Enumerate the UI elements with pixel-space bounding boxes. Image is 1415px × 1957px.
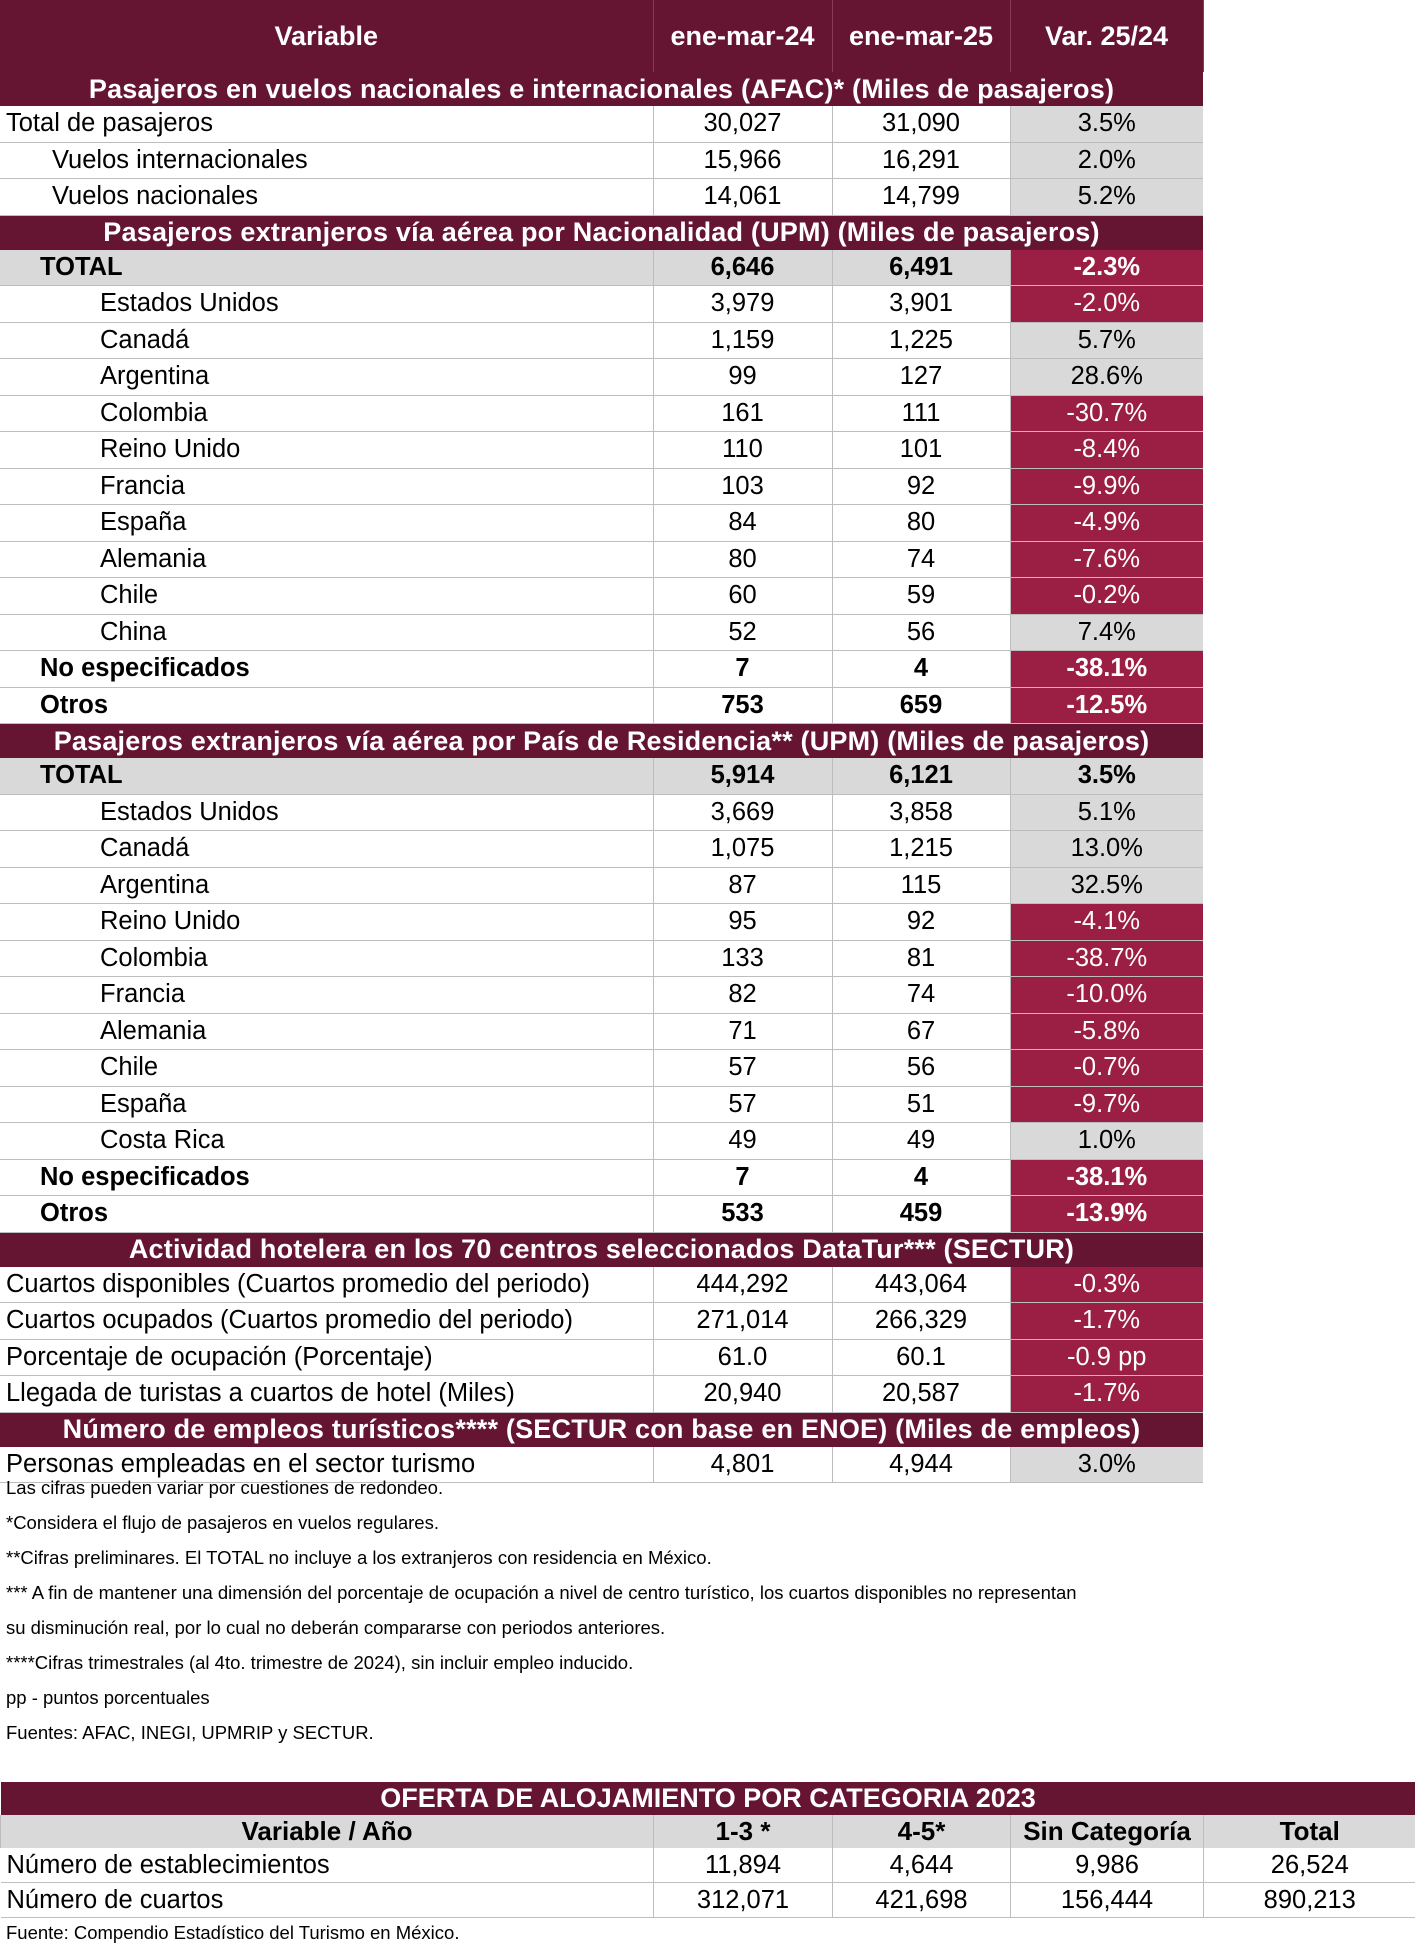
lodging-header-4-5: 4-5* — [833, 1815, 1011, 1848]
value-ene-mar-24: 84 — [653, 505, 832, 542]
value-ene-mar-25: 3,858 — [832, 794, 1010, 831]
row-label: España — [0, 1086, 653, 1123]
section-header-row — [0, 72, 1203, 106]
value-ene-mar-25: 4 — [832, 651, 1010, 688]
table-row — [0, 1050, 1203, 1087]
table-row — [0, 322, 1203, 359]
row-label: Francia — [0, 977, 653, 1014]
footnote-line: ****Cifras trimestrales (al 4to. trimestre de 2024), sin incluir empleo inducido. — [6, 1652, 634, 1673]
lodging-header-variable: Variable / Año — [1, 1815, 654, 1848]
table-row — [0, 758, 1203, 794]
table-row — [0, 1303, 1203, 1340]
variation-cell: 3.5% — [1010, 758, 1203, 794]
lodging-cell: 4,644 — [833, 1848, 1011, 1883]
table-row — [0, 1086, 1203, 1123]
value-ene-mar-25: 16,291 — [832, 142, 1010, 179]
value-ene-mar-25: 4,944 — [832, 1447, 1010, 1483]
value-ene-mar-24: 533 — [653, 1196, 832, 1233]
row-label: Colombia — [0, 395, 653, 432]
table-row — [0, 395, 1203, 432]
value-ene-mar-24: 5,914 — [653, 758, 832, 794]
value-ene-mar-24: 14,061 — [653, 179, 832, 216]
table-row — [0, 1123, 1203, 1160]
table-row — [0, 1013, 1203, 1050]
value-ene-mar-24: 80 — [653, 541, 832, 578]
variation-cell: -0.2% — [1010, 578, 1203, 615]
variation-cell: 5.1% — [1010, 794, 1203, 831]
lodging-title-row — [1, 1782, 1415, 1815]
value-ene-mar-25: 60.1 — [832, 1339, 1010, 1376]
lodging-cell: 312,071 — [654, 1883, 833, 1918]
footnote-line: *Considera el flujo de pasajeros en vuelos regulares. — [6, 1512, 439, 1533]
variation-cell: -0.3% — [1010, 1267, 1203, 1303]
value-ene-mar-25: 4 — [832, 1159, 1010, 1196]
row-label: Canadá — [0, 831, 653, 868]
section-header-row — [0, 1412, 1203, 1447]
value-ene-mar-24: 49 — [653, 1123, 832, 1160]
value-ene-mar-25: 115 — [832, 867, 1010, 904]
variation-cell: -9.9% — [1010, 468, 1203, 505]
value-ene-mar-24: 6,646 — [653, 250, 832, 286]
row-label: Vuelos nacionales — [0, 179, 653, 216]
row-label: Total de pasajeros — [0, 106, 653, 142]
header-ene-mar-25: ene-mar-25 — [832, 0, 1010, 72]
lodging-cell: 156,444 — [1011, 1883, 1204, 1918]
value-ene-mar-25: 20,587 — [832, 1376, 1010, 1413]
value-ene-mar-25: 74 — [832, 977, 1010, 1014]
value-ene-mar-24: 161 — [653, 395, 832, 432]
variation-cell: -12.5% — [1010, 687, 1203, 724]
value-ene-mar-24: 95 — [653, 904, 832, 941]
footnote-line: Las cifras pueden variar por cuestiones de redondeo. — [6, 1477, 444, 1498]
variation-cell: -38.1% — [1010, 1159, 1203, 1196]
value-ene-mar-24: 7 — [653, 651, 832, 688]
lodging-cell: 26,524 — [1204, 1848, 1415, 1883]
value-ene-mar-25: 101 — [832, 432, 1010, 469]
value-ene-mar-25: 92 — [832, 468, 1010, 505]
lodging-offer-table — [0, 1782, 1415, 1918]
table-row — [0, 1267, 1203, 1303]
value-ene-mar-25: 92 — [832, 904, 1010, 941]
footnote-line: su disminución real, por lo cual no deberán compararse con periodos anteriores. — [6, 1617, 666, 1638]
row-label: No especificados — [0, 651, 653, 688]
lodging-header-row — [1, 1815, 1415, 1848]
section-title: Pasajeros extranjeros vía aérea por Nacionalidad (UPM) (Miles de pasajeros) — [0, 215, 1203, 250]
table-row — [0, 142, 1203, 179]
row-label: Llegada de turistas a cuartos de hotel (Miles) — [0, 1376, 653, 1413]
lodging-row-cuartos — [1, 1883, 1415, 1918]
row-label: Vuelos internacionales — [0, 142, 653, 179]
value-ene-mar-24: 52 — [653, 614, 832, 651]
row-label: Costa Rica — [0, 1123, 653, 1160]
row-label: Estados Unidos — [0, 286, 653, 323]
value-ene-mar-25: 80 — [832, 505, 1010, 542]
lodging-row-label: Número de cuartos — [1, 1883, 654, 1918]
value-ene-mar-25: 14,799 — [832, 179, 1010, 216]
table-row — [0, 651, 1203, 688]
variation-cell: -2.3% — [1010, 250, 1203, 286]
value-ene-mar-25: 443,064 — [832, 1267, 1010, 1303]
footnote-line: *** A fin de mantener una dimensión del porcentaje de ocupación a nivel de centro turístico, los cuartos disponibles no representan — [6, 1582, 1077, 1603]
value-ene-mar-24: 3,669 — [653, 794, 832, 831]
value-ene-mar-24: 7 — [653, 1159, 832, 1196]
section-title: Pasajeros extranjeros vía aérea por País de Residencia** (UPM) (Miles de pasajeros) — [0, 724, 1203, 759]
row-label: Porcentaje de ocupación (Porcentaje) — [0, 1339, 653, 1376]
row-label: Reino Unido — [0, 432, 653, 469]
table-row — [0, 831, 1203, 868]
value-ene-mar-24: 61.0 — [653, 1339, 832, 1376]
row-label: Cuartos disponibles (Cuartos promedio del periodo) — [0, 1267, 653, 1303]
variation-cell: -1.7% — [1010, 1303, 1203, 1340]
row-label: Chile — [0, 1050, 653, 1087]
value-ene-mar-25: 3,901 — [832, 286, 1010, 323]
variation-cell: 28.6% — [1010, 359, 1203, 396]
section-title: Pasajeros en vuelos nacionales e internacionales (AFAC)* (Miles de pasajeros) — [0, 72, 1203, 106]
footnote-line: pp - puntos porcentuales — [6, 1687, 210, 1708]
row-label: Canadá — [0, 322, 653, 359]
table-row — [0, 286, 1203, 323]
section-header-row — [0, 724, 1203, 759]
table-row — [0, 179, 1203, 216]
value-ene-mar-24: 20,940 — [653, 1376, 832, 1413]
value-ene-mar-24: 15,966 — [653, 142, 832, 179]
row-label: Chile — [0, 578, 653, 615]
row-label: Argentina — [0, 359, 653, 396]
table-row — [0, 1196, 1203, 1233]
value-ene-mar-25: 6,121 — [832, 758, 1010, 794]
value-ene-mar-25: 1,225 — [832, 322, 1010, 359]
lodging-source: Fuente: Compendio Estadístico del Turismo en México. — [6, 1922, 460, 1943]
lodging-cell: 421,698 — [833, 1883, 1011, 1918]
value-ene-mar-24: 3,979 — [653, 286, 832, 323]
table-row — [0, 904, 1203, 941]
variation-cell: 2.0% — [1010, 142, 1203, 179]
value-ene-mar-24: 30,027 — [653, 106, 832, 142]
value-ene-mar-25: 49 — [832, 1123, 1010, 1160]
row-label: Cuartos ocupados (Cuartos promedio del periodo) — [0, 1303, 653, 1340]
row-label: Alemania — [0, 541, 653, 578]
table-row — [0, 505, 1203, 542]
row-label: No especificados — [0, 1159, 653, 1196]
variation-cell: -38.1% — [1010, 651, 1203, 688]
value-ene-mar-24: 87 — [653, 867, 832, 904]
value-ene-mar-24: 57 — [653, 1086, 832, 1123]
section-title: Actividad hotelera en los 70 centros seleccionados DataTur*** (SECTUR) — [0, 1232, 1203, 1267]
value-ene-mar-24: 753 — [653, 687, 832, 724]
variation-cell: -38.7% — [1010, 940, 1203, 977]
value-ene-mar-25: 56 — [832, 1050, 1010, 1087]
header-ene-mar-24: ene-mar-24 — [653, 0, 832, 72]
value-ene-mar-25: 6,491 — [832, 250, 1010, 286]
lodging-cell: 890,213 — [1204, 1883, 1415, 1918]
value-ene-mar-25: 31,090 — [832, 106, 1010, 142]
row-label: Colombia — [0, 940, 653, 977]
section-title: Número de empleos turísticos**** (SECTUR con base en ENOE) (Miles de empleos) — [0, 1412, 1203, 1447]
variation-cell: -10.0% — [1010, 977, 1203, 1014]
table-row — [0, 106, 1203, 142]
row-label: TOTAL — [0, 250, 653, 286]
row-label: España — [0, 505, 653, 542]
table-header-row — [0, 0, 1203, 72]
variation-cell: -8.4% — [1010, 432, 1203, 469]
table-row — [0, 794, 1203, 831]
variation-cell: 3.0% — [1010, 1447, 1203, 1483]
value-ene-mar-24: 4,801 — [653, 1447, 832, 1483]
variation-cell: -4.9% — [1010, 505, 1203, 542]
table-row — [0, 468, 1203, 505]
value-ene-mar-24: 110 — [653, 432, 832, 469]
header-variation: Var. 25/24 — [1010, 0, 1203, 72]
table-row — [0, 1376, 1203, 1413]
value-ene-mar-25: 67 — [832, 1013, 1010, 1050]
value-ene-mar-25: 81 — [832, 940, 1010, 977]
value-ene-mar-25: 127 — [832, 359, 1010, 396]
value-ene-mar-24: 444,292 — [653, 1267, 832, 1303]
table-row — [0, 977, 1203, 1014]
variation-cell: 5.7% — [1010, 322, 1203, 359]
lodging-title: OFERTA DE ALOJAMIENTO POR CATEGORIA 2023 — [1, 1782, 1415, 1815]
value-ene-mar-24: 271,014 — [653, 1303, 832, 1340]
value-ene-mar-25: 74 — [832, 541, 1010, 578]
value-ene-mar-24: 99 — [653, 359, 832, 396]
value-ene-mar-25: 1,215 — [832, 831, 1010, 868]
row-label: Estados Unidos — [0, 794, 653, 831]
variation-cell: 3.5% — [1010, 106, 1203, 142]
variation-cell: 7.4% — [1010, 614, 1203, 651]
value-ene-mar-24: 1,075 — [653, 831, 832, 868]
value-ene-mar-24: 57 — [653, 1050, 832, 1087]
row-label: Alemania — [0, 1013, 653, 1050]
lodging-cell: 9,986 — [1011, 1848, 1204, 1883]
variation-cell: 13.0% — [1010, 831, 1203, 868]
row-label: Otros — [0, 1196, 653, 1233]
value-ene-mar-24: 1,159 — [653, 322, 832, 359]
lodging-row-establecimientos — [1, 1848, 1415, 1883]
table-row — [0, 432, 1203, 469]
variation-cell: -4.1% — [1010, 904, 1203, 941]
variation-cell: 5.2% — [1010, 179, 1203, 216]
variation-cell: -0.9 pp — [1010, 1339, 1203, 1376]
table-row — [0, 614, 1203, 651]
lodging-header-sin-categoria: Sin Categoría — [1011, 1815, 1204, 1848]
value-ene-mar-24: 103 — [653, 468, 832, 505]
lodging-header-total: Total — [1204, 1815, 1415, 1848]
footnote-line: **Cifras preliminares. El TOTAL no incluye a los extranjeros con residencia en México. — [6, 1547, 712, 1568]
table-row — [0, 359, 1203, 396]
variation-cell: -2.0% — [1010, 286, 1203, 323]
section-header-row — [0, 1232, 1203, 1267]
row-label: TOTAL — [0, 758, 653, 794]
table-row — [0, 578, 1203, 615]
row-label: Otros — [0, 687, 653, 724]
value-ene-mar-25: 59 — [832, 578, 1010, 615]
header-variable: Variable — [0, 0, 653, 72]
table-row — [0, 1159, 1203, 1196]
value-ene-mar-25: 111 — [832, 395, 1010, 432]
variation-cell: -1.7% — [1010, 1376, 1203, 1413]
row-label: Personas empleadas en el sector turismo — [0, 1447, 653, 1483]
table-row — [0, 867, 1203, 904]
variation-cell: 32.5% — [1010, 867, 1203, 904]
value-ene-mar-24: 133 — [653, 940, 832, 977]
value-ene-mar-24: 71 — [653, 1013, 832, 1050]
value-ene-mar-25: 56 — [832, 614, 1010, 651]
variation-cell: -30.7% — [1010, 395, 1203, 432]
row-label: China — [0, 614, 653, 651]
footnote-line: Fuentes: AFAC, INEGI, UPMRIP y SECTUR. — [6, 1722, 374, 1743]
lodging-row-label: Número de establecimientos — [1, 1848, 654, 1883]
lodging-header-1-3: 1-3 * — [654, 1815, 833, 1848]
row-label: Reino Unido — [0, 904, 653, 941]
table-row — [0, 541, 1203, 578]
value-ene-mar-25: 459 — [832, 1196, 1010, 1233]
value-ene-mar-24: 82 — [653, 977, 832, 1014]
footnotes — [6, 1470, 1077, 1750]
table-row — [0, 940, 1203, 977]
row-label: Argentina — [0, 867, 653, 904]
table-row — [0, 250, 1203, 286]
section-header-row — [0, 215, 1203, 250]
value-ene-mar-24: 60 — [653, 578, 832, 615]
value-ene-mar-25: 266,329 — [832, 1303, 1010, 1340]
table-row — [0, 687, 1203, 724]
value-ene-mar-25: 659 — [832, 687, 1010, 724]
variation-cell: -13.9% — [1010, 1196, 1203, 1233]
row-label: Francia — [0, 468, 653, 505]
table-row — [0, 1339, 1203, 1376]
variation-cell: 1.0% — [1010, 1123, 1203, 1160]
variation-cell: -0.7% — [1010, 1050, 1203, 1087]
value-ene-mar-25: 51 — [832, 1086, 1010, 1123]
lodging-cell: 11,894 — [654, 1848, 833, 1883]
variation-cell: -5.8% — [1010, 1013, 1203, 1050]
variation-cell: -9.7% — [1010, 1086, 1203, 1123]
variation-cell: -7.6% — [1010, 541, 1203, 578]
